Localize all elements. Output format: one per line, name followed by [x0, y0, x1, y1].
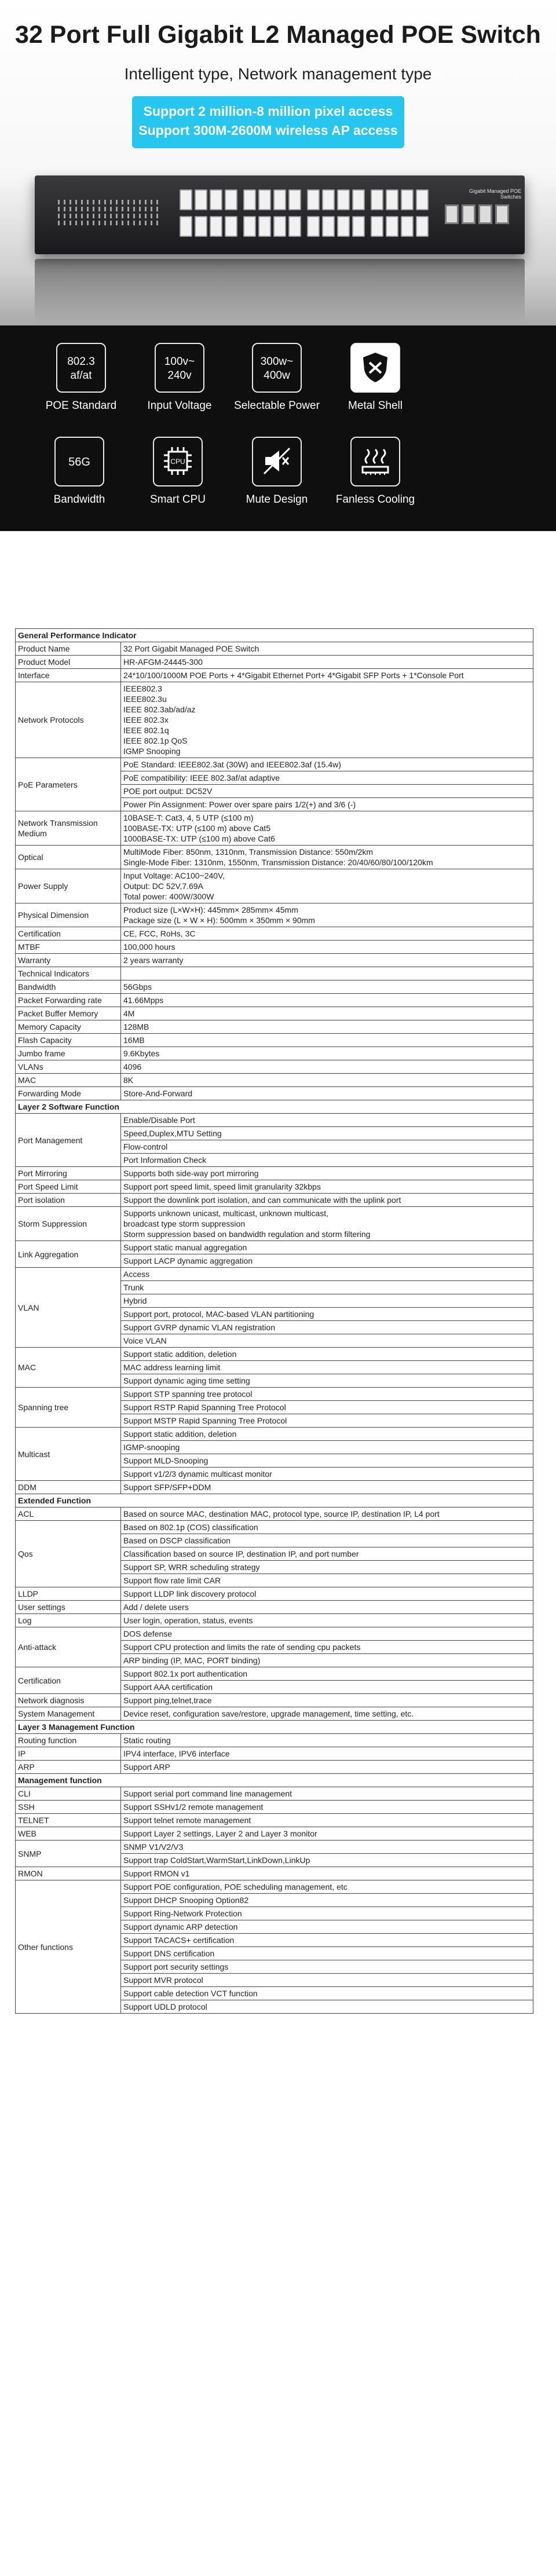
spec-value: Support port, protocol, MAC-based VLAN partitioning — [121, 1308, 533, 1321]
spec-key: IP — [16, 1747, 121, 1761]
spec-value: User login, operation, status, events — [121, 1614, 533, 1627]
icon-text-line: 400w — [264, 369, 290, 382]
spec-row — [16, 1667, 533, 1681]
spec-key: ACL — [16, 1507, 121, 1521]
rj45-port — [243, 216, 256, 237]
spec-value: Based on 802.1p (COS) classification — [121, 1521, 533, 1534]
spec-value: 4096 — [121, 1060, 533, 1074]
spec-value: Support ARP — [121, 1761, 533, 1774]
spec-value: Support SP, WRR scheduling strategy — [121, 1561, 533, 1574]
rj45-port — [258, 189, 271, 210]
spec-key: Certification — [16, 927, 121, 941]
spec-row — [16, 941, 533, 954]
spec-row — [16, 1521, 533, 1534]
sfp-port-block — [445, 204, 513, 230]
rj45-port — [371, 216, 383, 237]
status-leds — [58, 200, 159, 232]
rj45-port — [288, 189, 301, 210]
spec-row — [16, 1867, 533, 1880]
spec-value: Support the downlink port isolation, and can communicate with the uplink port — [121, 1194, 533, 1207]
spec-key: Power Supply — [16, 869, 121, 903]
spec-row — [16, 1601, 533, 1614]
spec-value: Hybrid — [121, 1294, 533, 1308]
spec-key: ARP — [16, 1761, 121, 1774]
spec-value: Add / delete users — [121, 1601, 533, 1614]
rj45-port — [210, 189, 222, 210]
spec-key: Other functions — [16, 1880, 121, 2014]
rj45-port — [225, 189, 237, 210]
spec-key: VLANs — [16, 1060, 121, 1074]
spec-key: WEB — [16, 1827, 121, 1840]
spec-value: Support DNS certification — [121, 1947, 533, 1960]
spec-value: IEEE802.3 IEEE802.3u IEEE 802.3ab/ad/az IEEE 802.3x IEEE 802.1q IEEE 802.1p QoS IGMP Snooping — [121, 682, 533, 758]
feature-label: Selectable Power — [234, 400, 320, 412]
spec-value: Flow-control — [121, 1140, 533, 1154]
spec-key: Link Aggregation — [16, 1241, 121, 1268]
spec-value: SNMP V1/V2/V3 — [121, 1840, 533, 1854]
spec-value: Classification based on source IP, destination IP, and port number — [121, 1547, 533, 1561]
rj45-port — [273, 216, 286, 237]
rj45-port — [322, 189, 335, 210]
spec-key: Flash Capacity — [16, 1034, 121, 1047]
spec-key: Port Speed Limit — [16, 1180, 121, 1194]
spec-key: Packet Buffer Memory — [16, 1007, 121, 1020]
spec-value: Support cable detection VCT function — [121, 1987, 533, 2000]
spec-value: POE port output: DC52V — [121, 785, 533, 798]
spec-key: Network diagnosis — [16, 1694, 121, 1707]
spec-value: 9.6Kbytes — [121, 1047, 533, 1060]
rj45-port — [307, 216, 320, 237]
spec-key: Port isolation — [16, 1194, 121, 1207]
spec-key: DDM — [16, 1481, 121, 1494]
spec-row — [16, 1194, 533, 1207]
spec-value: IGMP-snooping — [121, 1441, 533, 1454]
spec-row — [16, 1388, 533, 1401]
spec-value: Support Layer 2 settings, Layer 2 and Layer 3 monitor — [121, 1827, 533, 1840]
spec-key: RMON — [16, 1867, 121, 1880]
spec-value: Based on DSCP classification — [121, 1534, 533, 1547]
spec-row — [16, 1614, 533, 1627]
spec-row — [16, 1007, 533, 1020]
spec-key: Storm Suppression — [16, 1207, 121, 1241]
spec-value: PoE Standard: IEEE802.3at (30W) and IEEE802.3af (15.4w) — [121, 758, 533, 771]
spec-value: Product size (L×W×H): 445mm× 285mm× 45mm Package size (L × W × H): 500mm × 350mm × 90mm — [121, 903, 533, 927]
fanless-cooling-icon — [350, 437, 400, 486]
spec-section-title: Layer 2 Software Function — [16, 1100, 533, 1114]
spec-row — [16, 1694, 533, 1707]
spec-key: Qos — [16, 1521, 121, 1587]
port-group — [243, 188, 303, 239]
spec-key: Product Name — [16, 642, 121, 656]
spec-key: VLAN — [16, 1268, 121, 1348]
spec-section-title: Management function — [16, 1774, 533, 1787]
hero-banner — [0, 0, 556, 325]
port-group — [371, 188, 431, 239]
spec-key: Bandwidth — [16, 980, 121, 994]
promo-box — [132, 96, 404, 148]
spec-key: Optical — [16, 846, 121, 869]
spec-value: Port Information Check — [121, 1154, 533, 1167]
spec-value: Enable/Disable Port — [121, 1114, 533, 1127]
spec-value: Support static addition, deletion — [121, 1428, 533, 1441]
poe-standard-icon — [56, 343, 106, 393]
rj45-port — [352, 189, 365, 210]
spec-key: Certification — [16, 1667, 121, 1694]
spec-key: Log — [16, 1614, 121, 1627]
device-label: Gigabit Managed POE Switches — [469, 188, 521, 200]
input-voltage-icon — [155, 343, 204, 393]
spec-value: Support SSHv1/2 remote management — [121, 1801, 533, 1814]
spec-value: 8K — [121, 1074, 533, 1087]
spec-key: SNMP — [16, 1840, 121, 1867]
spec-key: User settings — [16, 1601, 121, 1614]
spec-value: Support UDLD protocol — [121, 2000, 533, 2014]
spec-row — [16, 656, 533, 669]
spec-row — [16, 1787, 533, 1801]
feature-label: Bandwidth — [53, 493, 105, 506]
spec-value: Access — [121, 1268, 533, 1281]
spec-value: Support MVR protocol — [121, 1974, 533, 1987]
spec-value: Support dynamic aging time setting — [121, 1374, 533, 1388]
spec-key: Interface — [16, 669, 121, 682]
spec-value: MultiMode Fiber: 850nm, 1310nm, Transmission Distance: 550m/2km Single-Mode Fiber: 1310nm, 1550nm, Transmission Distance: 20/40/60/80/100/120km — [121, 846, 533, 869]
spec-section-row — [16, 1494, 533, 1507]
spec-key: System Management — [16, 1707, 121, 1721]
rj45-port — [258, 216, 271, 237]
spec-value: Support v1/2/3 dynamic multicast monitor — [121, 1468, 533, 1481]
rj45-port — [195, 189, 207, 210]
spec-key: Routing function — [16, 1734, 121, 1747]
switch-device-image — [35, 175, 525, 254]
spec-value: Support dynamic ARP detection — [121, 1920, 533, 1934]
spec-section-title: Extended Function — [16, 1494, 533, 1507]
hero-subtitle: Intelligent type, Network management type — [124, 65, 432, 83]
spec-value: Support trap ColdStart,WarmStart,LinkDown,LinkUp — [121, 1854, 533, 1867]
sfp-port — [478, 204, 492, 224]
spec-table — [15, 628, 533, 2014]
spec-key: Jumbo frame — [16, 1047, 121, 1060]
spec-value: Support static addition, deletion — [121, 1348, 533, 1361]
icon-text — [56, 438, 103, 469]
power-icon — [252, 343, 302, 393]
spec-section-row — [16, 1774, 533, 1787]
spec-row — [16, 1348, 533, 1361]
spec-value: Support LLDP link discovery protocol — [121, 1587, 533, 1601]
spec-key: MAC — [16, 1348, 121, 1388]
spec-value: Support SFP/SFP+DDM — [121, 1481, 533, 1494]
spec-row — [16, 1814, 533, 1827]
rj45-port — [386, 189, 398, 210]
spec-value: Input Voltage: AC100~240V, Output: DC 52V,7.69A Total power: 400W/300W — [121, 869, 533, 903]
spec-row — [16, 980, 533, 994]
icon-text-line: 300w~ — [260, 356, 294, 368]
spec-row — [16, 1207, 533, 1241]
spec-row — [16, 846, 533, 869]
spec-value: Support RSTP Rapid Spanning Tree Protocol — [121, 1401, 533, 1414]
spec-row — [16, 1047, 533, 1060]
cpu-icon — [153, 437, 203, 486]
spec-value: Support DHCP Snooping Option82 — [121, 1894, 533, 1907]
icon-text-line: 802.3 — [67, 356, 95, 368]
spec-key: Warranty — [16, 954, 121, 967]
spec-value: Support Ring-Network Protection — [121, 1907, 533, 1920]
spec-value: Static routing — [121, 1734, 533, 1747]
spec-row — [16, 1880, 533, 1894]
spec-section-title: Layer 3 Management Function — [16, 1721, 533, 1734]
spec-value: Supports unknown unicast, multicast, unknown multicast, broadcast type storm suppression Storm suppression based on bandwidth regulation and storm filtering — [121, 1207, 533, 1241]
switch-reflection — [35, 259, 525, 323]
spec-value: Support MSTP Rapid Spanning Tree Protocol — [121, 1414, 533, 1428]
spec-value: Support TACACS+ certification — [121, 1934, 533, 1947]
spec-row — [16, 1747, 533, 1761]
spec-value: Power Pin Assignment: Power over spare pairs 1/2(+) and 3/6 (-) — [121, 798, 533, 811]
spec-value: 4M — [121, 1007, 533, 1020]
spec-row — [16, 1268, 533, 1281]
spec-value: Support telnet remote management — [121, 1814, 533, 1827]
feature-label: Mute Design — [246, 493, 308, 506]
spec-row — [16, 811, 533, 846]
spec-row — [16, 1180, 533, 1194]
feature-label: Smart CPU — [149, 493, 206, 506]
spec-value: Speed,Duplex,MTU Setting — [121, 1127, 533, 1140]
spec-value: Support STP spanning tree protocol — [121, 1388, 533, 1401]
spec-row — [16, 1761, 533, 1774]
svg-text:CPU: CPU — [170, 458, 185, 466]
spec-key: Anti-attack — [16, 1627, 121, 1667]
spec-row — [16, 1114, 533, 1127]
spec-row — [16, 1167, 533, 1180]
spec-value: Device reset, configuration save/restore, upgrade management, time setting, etc. — [121, 1707, 533, 1721]
feature-label: Fanless Cooling — [335, 493, 415, 506]
port-group — [307, 188, 367, 239]
rj45-port — [337, 216, 350, 237]
rj45-port — [243, 189, 256, 210]
spec-row — [16, 954, 533, 967]
icon-text — [156, 344, 203, 383]
spec-value: Support GVRP dynamic VLAN registration — [121, 1321, 533, 1334]
spec-key: Memory Capacity — [16, 1020, 121, 1034]
spec-section-title: General Performance Indicator — [16, 629, 533, 642]
spec-row — [16, 1020, 533, 1034]
mute-icon — [252, 437, 302, 486]
rj45-port — [273, 189, 286, 210]
promo-line: Support 300M-2600M wireless AP access — [138, 123, 398, 138]
rj45-port — [416, 189, 429, 210]
spec-value: Support POE configuration, POE scheduling management, etc — [121, 1880, 533, 1894]
spec-key: Spanning tree — [16, 1388, 121, 1428]
spec-key: SSH — [16, 1801, 121, 1814]
spec-row — [16, 869, 533, 903]
spec-row — [16, 1087, 533, 1100]
spec-value: Support CPU protection and limits the rate of sending cpu packets — [121, 1641, 533, 1654]
spec-value: Support flow rate limit CAR — [121, 1574, 533, 1587]
spec-key: Network Transmission Medium — [16, 811, 121, 846]
spec-row — [16, 1060, 533, 1074]
spec-section-row — [16, 629, 533, 642]
rj45-port — [180, 216, 192, 237]
spec-value: 41.66Mpps — [121, 994, 533, 1007]
rj45-port — [401, 216, 414, 237]
spec-row — [16, 1034, 533, 1047]
spec-row — [16, 669, 533, 682]
spec-value — [121, 967, 533, 980]
spec-value: CE, FCC, RoHs, 3C — [121, 927, 533, 941]
spec-value: PoE compatibility: IEEE 802.3af/at adaptive — [121, 771, 533, 785]
spec-value: Trunk — [121, 1281, 533, 1294]
spec-key: LLDP — [16, 1587, 121, 1601]
spec-value: Support serial port command line management — [121, 1787, 533, 1801]
spec-value: Support ping,telnet,trace — [121, 1694, 533, 1707]
spec-row — [16, 1707, 533, 1721]
icon-text — [253, 344, 301, 383]
rj45-port — [352, 216, 365, 237]
spec-key: Network Protocols — [16, 682, 121, 758]
spec-value: Based on source MAC, destination MAC, protocol type, source IP, destination IP, L4 port — [121, 1507, 533, 1521]
spec-row — [16, 1801, 533, 1814]
spec-value: IPV4 interface, IPV6 interface — [121, 1747, 533, 1761]
spec-value: MAC address learning limit — [121, 1361, 533, 1374]
spec-key: Product Model — [16, 656, 121, 669]
spec-row — [16, 1241, 533, 1254]
icon-text-line: 56G — [68, 456, 90, 469]
spec-key: Forwarding Mode — [16, 1087, 121, 1100]
spec-value: 24*10/100/1000M POE Ports + 4*Gigabit Ethernet Port+ 4*Gigabit SFP Ports + 1*Console Port — [121, 669, 533, 682]
spec-key: TELNET — [16, 1814, 121, 1827]
spec-row — [16, 903, 533, 927]
spec-row — [16, 682, 533, 758]
spec-row — [16, 1074, 533, 1087]
hero-title: 32 Port Full Gigabit L2 Managed POE Switch — [15, 21, 541, 49]
rj45-port — [371, 189, 383, 210]
rj45-port — [386, 216, 398, 237]
feature-label: Input Voltage — [147, 400, 212, 412]
spec-value: 16MB — [121, 1034, 533, 1047]
spec-row — [16, 1840, 533, 1854]
promo-line: Support 2 million-8 million pixel access — [143, 104, 393, 119]
sfp-port — [495, 204, 509, 224]
spec-value: 10BASE-T: Cat3, 4, 5 UTP (≤100 m) 100BASE-TX: UTP (≤100 m) above Cat5 1000BASE-TX: UTP (≤100 m) above Cat6 — [121, 811, 533, 846]
rj45-port — [322, 216, 335, 237]
spec-value: Supports both side-way port mirroring — [121, 1167, 533, 1180]
spec-section-row — [16, 1100, 533, 1114]
rj45-port — [210, 216, 222, 237]
rj45-port — [416, 216, 429, 237]
spec-value: DOS defense — [121, 1627, 533, 1641]
rj45-port — [401, 189, 414, 210]
spec-value: Support static manual aggregation — [121, 1241, 533, 1254]
spec-key: Port Management — [16, 1114, 121, 1167]
spec-value: Support port speed limit, speed limit granularity 32kbps — [121, 1180, 533, 1194]
spec-value: 100,000 hours — [121, 941, 533, 954]
feature-label: POE Standard — [45, 400, 117, 412]
spec-row — [16, 1627, 533, 1641]
spec-section-row — [16, 1721, 533, 1734]
spec-value: 56Gbps — [121, 980, 533, 994]
spec-row — [16, 1734, 533, 1747]
rj45-port — [180, 189, 192, 210]
spec-key: CLI — [16, 1787, 121, 1801]
spec-row — [16, 758, 533, 771]
spec-value: Support MLD-Snooping — [121, 1454, 533, 1468]
spec-value: Support LACP dynamic aggregation — [121, 1254, 533, 1268]
sfp-port — [445, 204, 459, 224]
spec-key: MAC — [16, 1074, 121, 1087]
spec-value: Voice VLAN — [121, 1334, 533, 1348]
spec-value: HR-AFGM-24445-300 — [121, 656, 533, 669]
spec-row — [16, 1587, 533, 1601]
spec-key: Technical Indicators — [16, 967, 121, 980]
rj45-port — [288, 216, 301, 237]
rj45-port-block — [180, 188, 431, 239]
spec-value: Support AAA certification — [121, 1681, 533, 1694]
rj45-port — [307, 189, 320, 210]
spec-key: Port Mirroring — [16, 1167, 121, 1180]
spec-value: Support RMON v1 — [121, 1867, 533, 1880]
spec-key: Multicast — [16, 1428, 121, 1481]
spec-row — [16, 642, 533, 656]
rj45-port — [337, 189, 350, 210]
spec-row — [16, 1507, 533, 1521]
rj45-port — [225, 216, 237, 237]
spec-value: Support port security settings — [121, 1960, 533, 1974]
sfp-port — [462, 204, 475, 224]
icon-text-line: 100v~ — [164, 356, 195, 368]
spec-row — [16, 967, 533, 980]
metal-shell-icon — [350, 343, 400, 393]
spec-value: Store-And-Forward — [121, 1087, 533, 1100]
feature-label: Metal Shell — [348, 400, 403, 412]
spec-key: Physical Dimension — [16, 903, 121, 927]
spec-value: 128MB — [121, 1020, 533, 1034]
spec-value: ARP binding (IP, MAC, PORT binding) — [121, 1654, 533, 1667]
spec-value: 32 Port Gigabit Managed POE Switch — [121, 642, 533, 656]
spec-value: Support 802.1x port authentication — [121, 1667, 533, 1681]
feature-icon-grid — [0, 325, 556, 531]
spec-row — [16, 927, 533, 941]
spec-key: MTBF — [16, 941, 121, 954]
spec-key: PoE Parameters — [16, 758, 121, 811]
spec-row — [16, 1827, 533, 1840]
icon-text-line: 240v — [167, 369, 192, 382]
spec-row — [16, 994, 533, 1007]
icon-text — [57, 344, 105, 383]
spec-row — [16, 1428, 533, 1441]
bandwidth-icon — [54, 437, 104, 486]
port-group — [180, 188, 240, 239]
icon-text-line: af/at — [70, 369, 92, 382]
spec-row — [16, 1481, 533, 1494]
spec-key: Packet Forwarding rate — [16, 994, 121, 1007]
rj45-port — [195, 216, 207, 237]
spec-value: 2 years warranty — [121, 954, 533, 967]
